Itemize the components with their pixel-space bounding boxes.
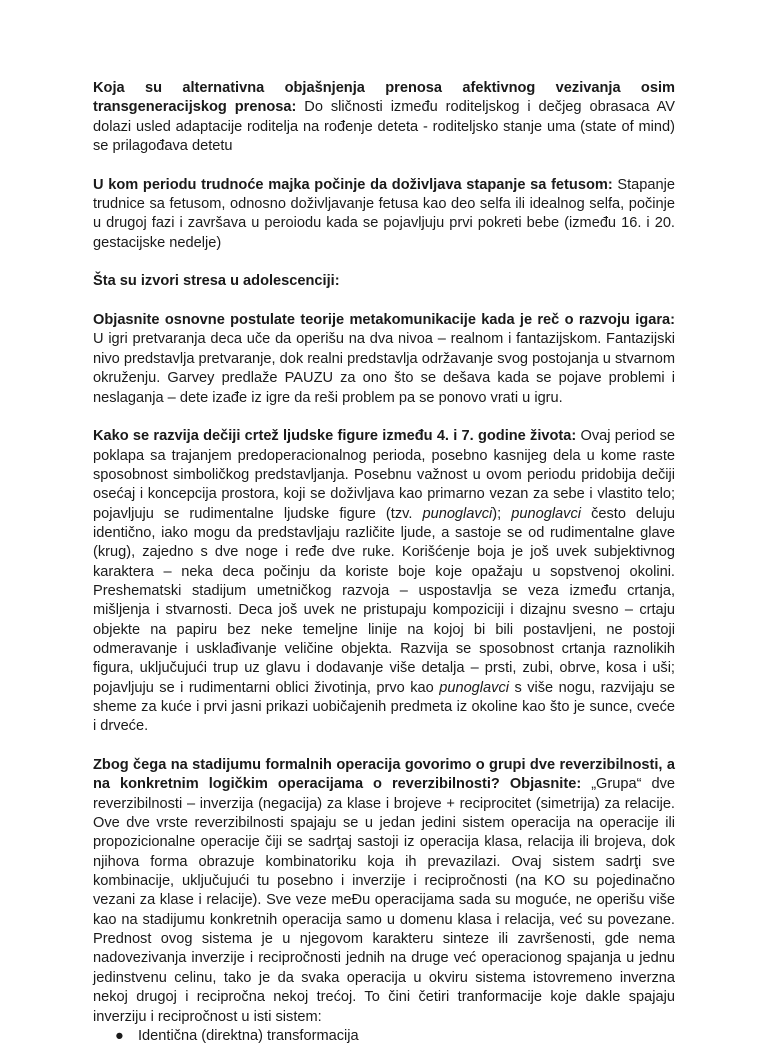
paragraph-reversibility — [93, 756, 675, 1027]
paragraph-metacommunication — [93, 311, 675, 408]
list-item-text: Identična (direktna) transformacija — [138, 1027, 359, 1044]
answer-text: „Grupa“ dve reverzibilnosti – inverzija (negacija) za klase i brojeve + reciprocitet (simetrija) za relacije. Ove dve vrste reverzibilnosti spajaju se u jedan jedini sistem operacija na operacije ili propozicionalne operacije čiji se sadrţaj sastoji iz operacija klasa, relacija ili brojeva, dok njihova forma obrazuje kombinatoriku koja ih prevazilazi. Ovaj sistem sadrţi sve kombinacije, uključujući tu posebno i inverzije i recipročnosti (na KO su pojedinačno vezani za klase i relacije). Sve veze meĐu operacijama sada su moguće, ne operišu više kao na stadijumu konkretnih operacija samo u domenu klasa i relacija, već su povezane. Prednost ovog sistema je u njegovom karakteru sinteze ili završenosti, gde nema nadovezivanja inverzije i recipročnosti jednih na druge već operacionog spajanja u jednu jedinstvenu celinu, tako je da svaka operacija u okviru sistema istovremeno inverzna nekoj drugoj i recipročna nekoj trećoj. To čini četiri tranformacije koje dakle spajaju inverziju i recipročnost u isti sistem: — [93, 776, 676, 1025]
italic-term: punoglavci — [511, 505, 582, 522]
answer-text: s više nogu, razvijaju se sheme za kuće i prvi jasni prikazi uobičajenih predmeta iz okoline kao što je sunce, cveće i drveće. — [93, 679, 675, 735]
question-heading: U kom periodu trudnoće majka počinje da doživljava stapanje sa fetusom: — [93, 176, 613, 193]
bullet-icon: ● — [115, 1027, 124, 1044]
answer-text: U igri pretvaranja deca uče da operišu na dva nivoa – realnom i fantazijskom. Fantazijski nivo predstavlja pretvaranje, dok realni predstavlja održavanje svog postojanja u stvarnom okruženju. Garvey predlaže PAUZU za ono što se dešava kada se pojave problemi i neslaganja – dete izađe iz igre da reši problem pa se ponovo vrati u igru. — [93, 331, 675, 406]
answer-text: ); — [492, 505, 512, 522]
question-heading: Kako se razvija dečiji crtež ljudske figure između 4. i 7. godine života: — [93, 428, 577, 445]
question-heading: Koja su alternativna objašnjenja prenosa afektivnog vezivanja osim transgeneracijskog prenosa: — [93, 80, 675, 116]
transformation-list — [93, 1027, 675, 1046]
paragraph-alternative-explanations — [93, 79, 675, 156]
paragraph-child-drawing — [93, 427, 675, 737]
paragraph-adolescent-stress — [93, 272, 675, 291]
question-heading: Šta su izvori stresa u adolescenciji: — [93, 273, 340, 290]
italic-term: punoglavci — [439, 679, 509, 696]
answer-text: Ovaj period se poklapa sa trajanjem predoperacionalnog perioda, posebno kasnijeg dela u kome raste sposobnost simboličkog predstavljanja. Posebnu važnost u ovom periodu pridobija dečiji osećaj i koncepcija prostora, koji se doživljava kao primarno vezan za sebe i vlastito telo; pojavljuju se rudimentalne ljudske figure (tzv. — [93, 428, 675, 522]
question-heading: Zbog čega na stadijumu formalnih operacija govorimo o grupi dve reverzibilnosti, a na konkretnim logičkim operacijama o reverzibilnosti? Objasnite: — [93, 757, 675, 793]
question-heading: Objasnite osnovne postulate teorije metakomunikacije kada je reč o razvoju igara: — [93, 312, 675, 329]
answer-text: Do sličnosti između roditeljskog i dečjeg obrasaca AV dolazi usled adaptacije roditelja na rođenje deteta - roditeljsko stanje uma (state of mind) se prilagođava detetu — [93, 99, 675, 155]
list-item — [93, 1027, 675, 1046]
paragraph-pregnancy-merging — [93, 176, 675, 253]
answer-text: Stapanje trudnice sa fetusom, odnosno doživljavanje fetusa kao deo selfa ili idealnog selfa, počinje u drugoj fazi i završava u peroiodu kada se pojavljuju prvi pokreti bebe (između 16. i 20. gestacijske nedelje) — [93, 176, 676, 251]
answer-text: često deluju identično, iako mogu da predstavljaju različite ljude, a sastoje se od rudimentalne glave (krug), zajedno s dve noge i ređe dve ruke. Korišćenje boja je još uvek subjektivnog karaktera – neka deca počinju da koriste boje koje opažaju u sopstvenoj okolini. Preshematski stadijum umetničkog razvoja – uspostavlja se veza između crtanja, mišljenja i stvarnosti. Deca još uvek ne pristupaju kompoziciji i dizajnu svesno – crtaju objekte na papiru bez neke temeljne linije na kojoj bi bili postavljeni, ne postoji odmeravanje i usklađivanje veličine objekta. Razvija se sposobnost crtanja raznolikih figura, uključujući trup uz glavu i dodavanje više detalja – prsti, zubi, obrve, kosa i uši; pojavljuju se i rudimentarni oblici životinja, prvo kao — [93, 505, 675, 696]
italic-term: punoglavci — [422, 505, 493, 522]
